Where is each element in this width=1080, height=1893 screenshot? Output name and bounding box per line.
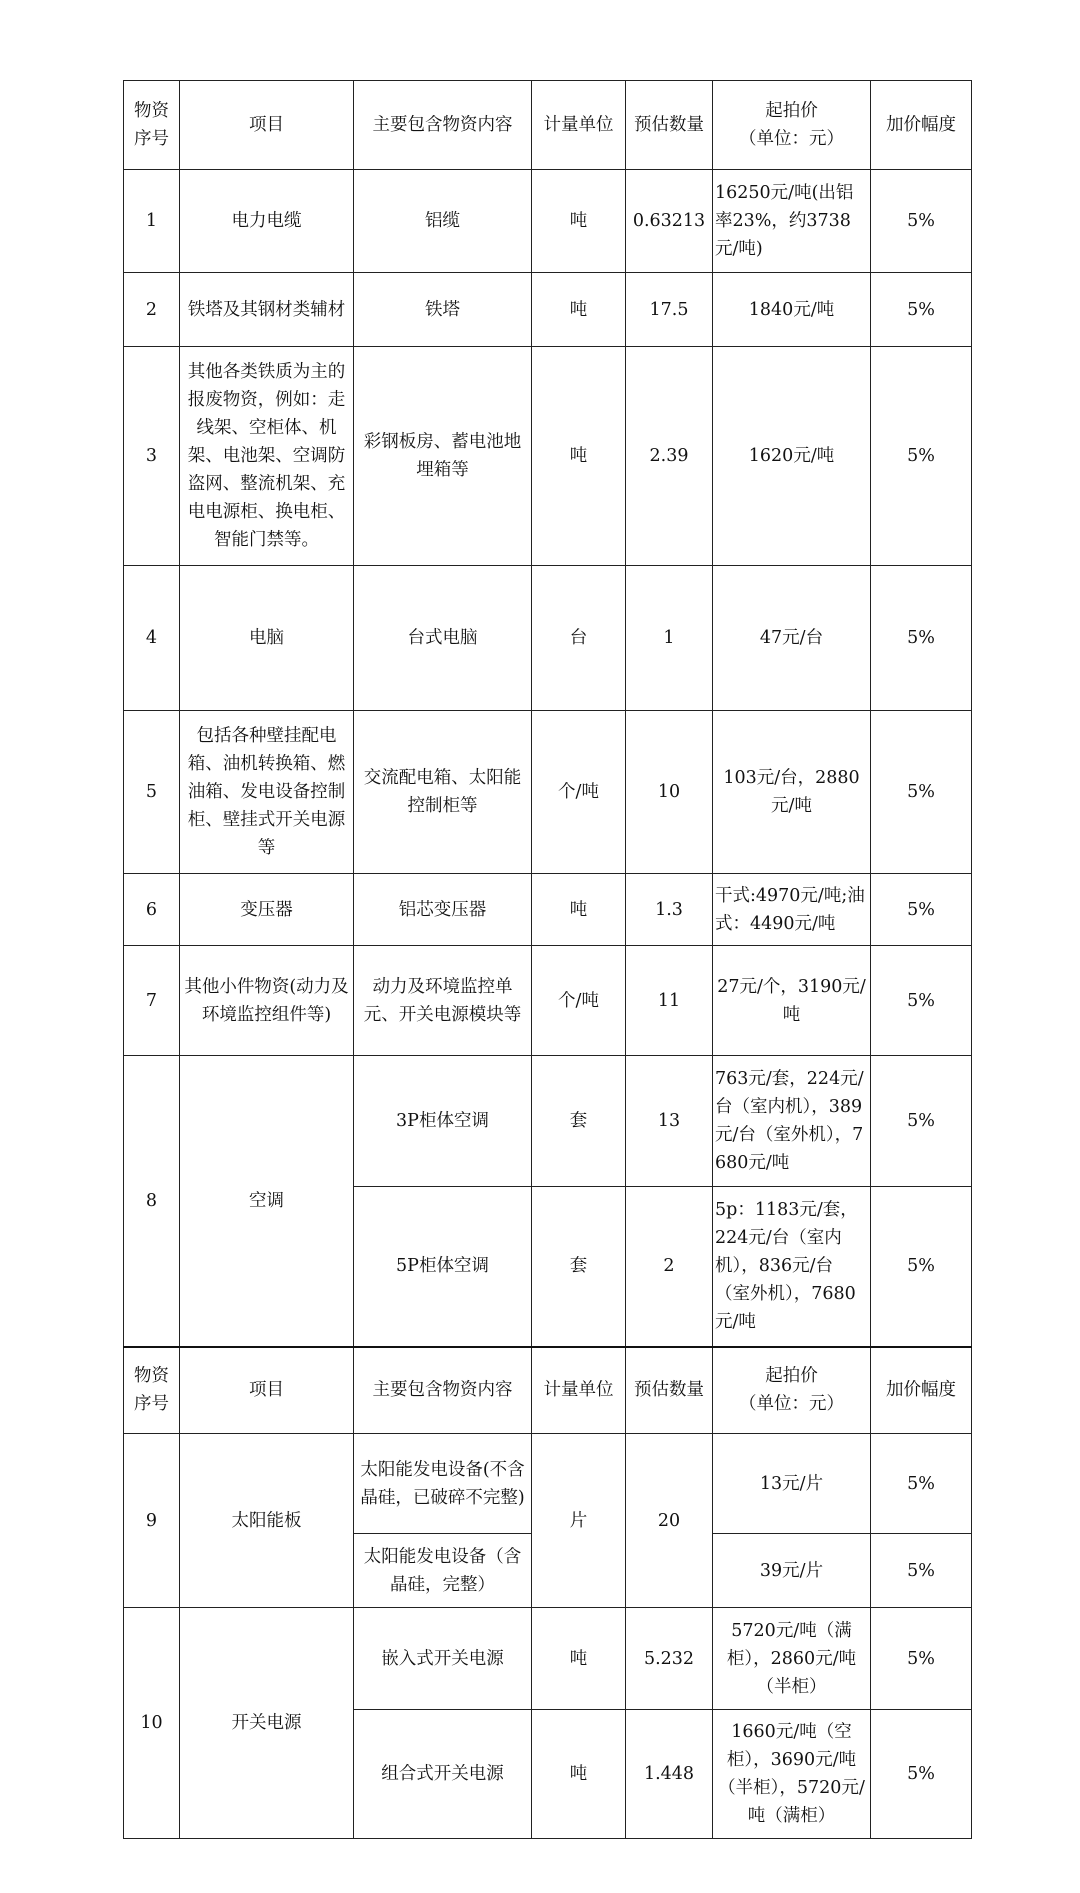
header-contents: 主要包含物资内容: [354, 1347, 532, 1434]
row-increment: 5%: [871, 1434, 972, 1534]
row-contents: 台式电脑: [354, 566, 532, 711]
row-qty: 17.5: [626, 273, 713, 347]
row-price: 5720元/吨（满柜），2860元/吨（半柜）: [713, 1608, 871, 1710]
row-item: 包括各种壁挂配电箱、油机转换箱、燃油箱、发电设备控制柜、壁挂式开关电源等: [180, 711, 354, 874]
row-increment: 5%: [871, 1534, 972, 1608]
row-price: 39元/片: [713, 1534, 871, 1608]
row-item: 铁塔及其钢材类辅材: [180, 273, 354, 347]
row-price: 干式:4970元/吨;油式：4490元/吨: [713, 874, 871, 946]
row-price: 47元/台: [713, 566, 871, 711]
row-qty: 2.39: [626, 347, 713, 566]
row-seq: 4: [124, 566, 180, 711]
header-price: [713, 1347, 871, 1434]
header-unit: 计量单位: [532, 1347, 626, 1434]
row-seq: 7: [124, 946, 180, 1056]
row-item: 电力电缆: [180, 170, 354, 273]
row-qty: 0.63213: [626, 170, 713, 273]
table-row: [124, 874, 972, 946]
table-row: [124, 347, 972, 566]
row-increment: 5%: [871, 1710, 972, 1839]
header-unit: 计量单位: [532, 81, 626, 170]
row-contents: 铁塔: [354, 273, 532, 347]
row-contents: 嵌入式开关电源: [354, 1608, 532, 1710]
header-item: 项目: [180, 1347, 354, 1434]
auction-items-table: [123, 80, 972, 1839]
header-increment: 加价幅度: [871, 1347, 972, 1434]
row-seq: 5: [124, 711, 180, 874]
row-qty: 5.232: [626, 1608, 713, 1710]
row-price: 1840元/吨: [713, 273, 871, 347]
header-price: [713, 81, 871, 170]
row-increment: 5%: [871, 1187, 972, 1347]
row-seq: 3: [124, 347, 180, 566]
row-contents: 太阳能发电设备(不含晶硅，已破碎不完整): [354, 1434, 532, 1534]
row-price: 1620元/吨: [713, 347, 871, 566]
table-row: [124, 1056, 972, 1187]
row-contents: 铝芯变压器: [354, 874, 532, 946]
row-price: 16250元/吨(出铝率23%，约3738元/吨): [713, 170, 871, 273]
row-qty: 2: [626, 1187, 713, 1347]
header-price-line1: 起拍价: [765, 101, 818, 121]
row-seq: 9: [124, 1434, 180, 1608]
table-row: [124, 711, 972, 874]
row-item: 太阳能板: [180, 1434, 354, 1608]
row-unit: 吨: [532, 874, 626, 946]
row-qty: 11: [626, 946, 713, 1056]
header-item: 项目: [180, 81, 354, 170]
row-unit: 吨: [532, 347, 626, 566]
row-seq: 6: [124, 874, 180, 946]
row-qty: 13: [626, 1056, 713, 1187]
header-price-line2: （单位：元）: [739, 129, 844, 149]
row-contents: 交流配电箱、太阳能控制柜等: [354, 711, 532, 874]
row-unit: 吨: [532, 170, 626, 273]
table-row: [124, 1608, 972, 1710]
row-unit: 个/吨: [532, 711, 626, 874]
row-contents: 5P柜体空调: [354, 1187, 532, 1347]
row-item: 变压器: [180, 874, 354, 946]
header-price-line1: 起拍价: [765, 1366, 818, 1387]
header-qty: 预估数量: [626, 1347, 713, 1434]
row-increment: 5%: [871, 170, 972, 273]
row-price: 13元/片: [713, 1434, 871, 1534]
row-seq: 10: [124, 1608, 180, 1839]
row-contents: 组合式开关电源: [354, 1710, 532, 1839]
header-seq: 物资序号: [124, 1347, 180, 1434]
header-contents: 主要包含物资内容: [354, 81, 532, 170]
row-contents: 3P柜体空调: [354, 1056, 532, 1187]
row-unit: 台: [532, 566, 626, 711]
row-item: 其他各类铁质为主的报废物资，例如：走线架、空柜体、机架、电池架、空调防盗网、整流机架、充电电源柜、换电柜、智能门禁等。: [180, 347, 354, 566]
header-row: [124, 81, 972, 170]
row-increment: 5%: [871, 273, 972, 347]
table-row: [124, 946, 972, 1056]
header-seq: 物资序号: [124, 81, 180, 170]
row-contents: 太阳能发电设备（含晶硅，完整）: [354, 1534, 532, 1608]
row-qty: 10: [626, 711, 713, 874]
row-item: 空调: [180, 1056, 354, 1347]
row-price: 5p：1183元/套，224元/台（室内机），836元/台（室外机），7680元/吨: [713, 1187, 871, 1347]
header-increment: 加价幅度: [871, 81, 972, 170]
row-item: 电脑: [180, 566, 354, 711]
header-row-repeat: [124, 1347, 972, 1434]
row-increment: 5%: [871, 1608, 972, 1710]
row-unit: 个/吨: [532, 946, 626, 1056]
row-qty: 20: [626, 1434, 713, 1608]
row-increment: 5%: [871, 1056, 972, 1187]
row-increment: 5%: [871, 347, 972, 566]
row-unit: 吨: [532, 273, 626, 347]
row-contents: 动力及环境监控单元、开关电源模块等: [354, 946, 532, 1056]
row-item: 开关电源: [180, 1608, 354, 1839]
row-price: 103元/台，2880元/吨: [713, 711, 871, 874]
row-qty: 1: [626, 566, 713, 711]
row-seq: 8: [124, 1056, 180, 1347]
table-row: [124, 1434, 972, 1534]
row-increment: 5%: [871, 711, 972, 874]
row-price: 763元/套，224元/台（室内机），389元/台（室外机），7680元/吨: [713, 1056, 871, 1187]
row-unit: 吨: [532, 1710, 626, 1839]
row-item: 其他小件物资(动力及环境监控组件等): [180, 946, 354, 1056]
row-unit: 套: [532, 1187, 626, 1347]
row-unit: 套: [532, 1056, 626, 1187]
row-price: 27元/个，3190元/吨: [713, 946, 871, 1056]
row-price: 1660元/吨（空柜），3690元/吨（半柜），5720元/吨（满柜）: [713, 1710, 871, 1839]
row-seq: 1: [124, 170, 180, 273]
row-increment: 5%: [871, 874, 972, 946]
row-increment: 5%: [871, 566, 972, 711]
header-qty: 预估数量: [626, 81, 713, 170]
table-row: [124, 170, 972, 273]
row-contents: 铝缆: [354, 170, 532, 273]
table-row: [124, 273, 972, 347]
header-price-line2: （单位：元）: [739, 1394, 844, 1415]
table-row: [124, 566, 972, 711]
row-seq: 2: [124, 273, 180, 347]
row-qty: 1.448: [626, 1710, 713, 1839]
row-contents: 彩钢板房、蓄电池地埋箱等: [354, 347, 532, 566]
row-qty: 1.3: [626, 874, 713, 946]
row-unit: 片: [532, 1434, 626, 1608]
row-unit: 吨: [532, 1608, 626, 1710]
row-increment: 5%: [871, 946, 972, 1056]
